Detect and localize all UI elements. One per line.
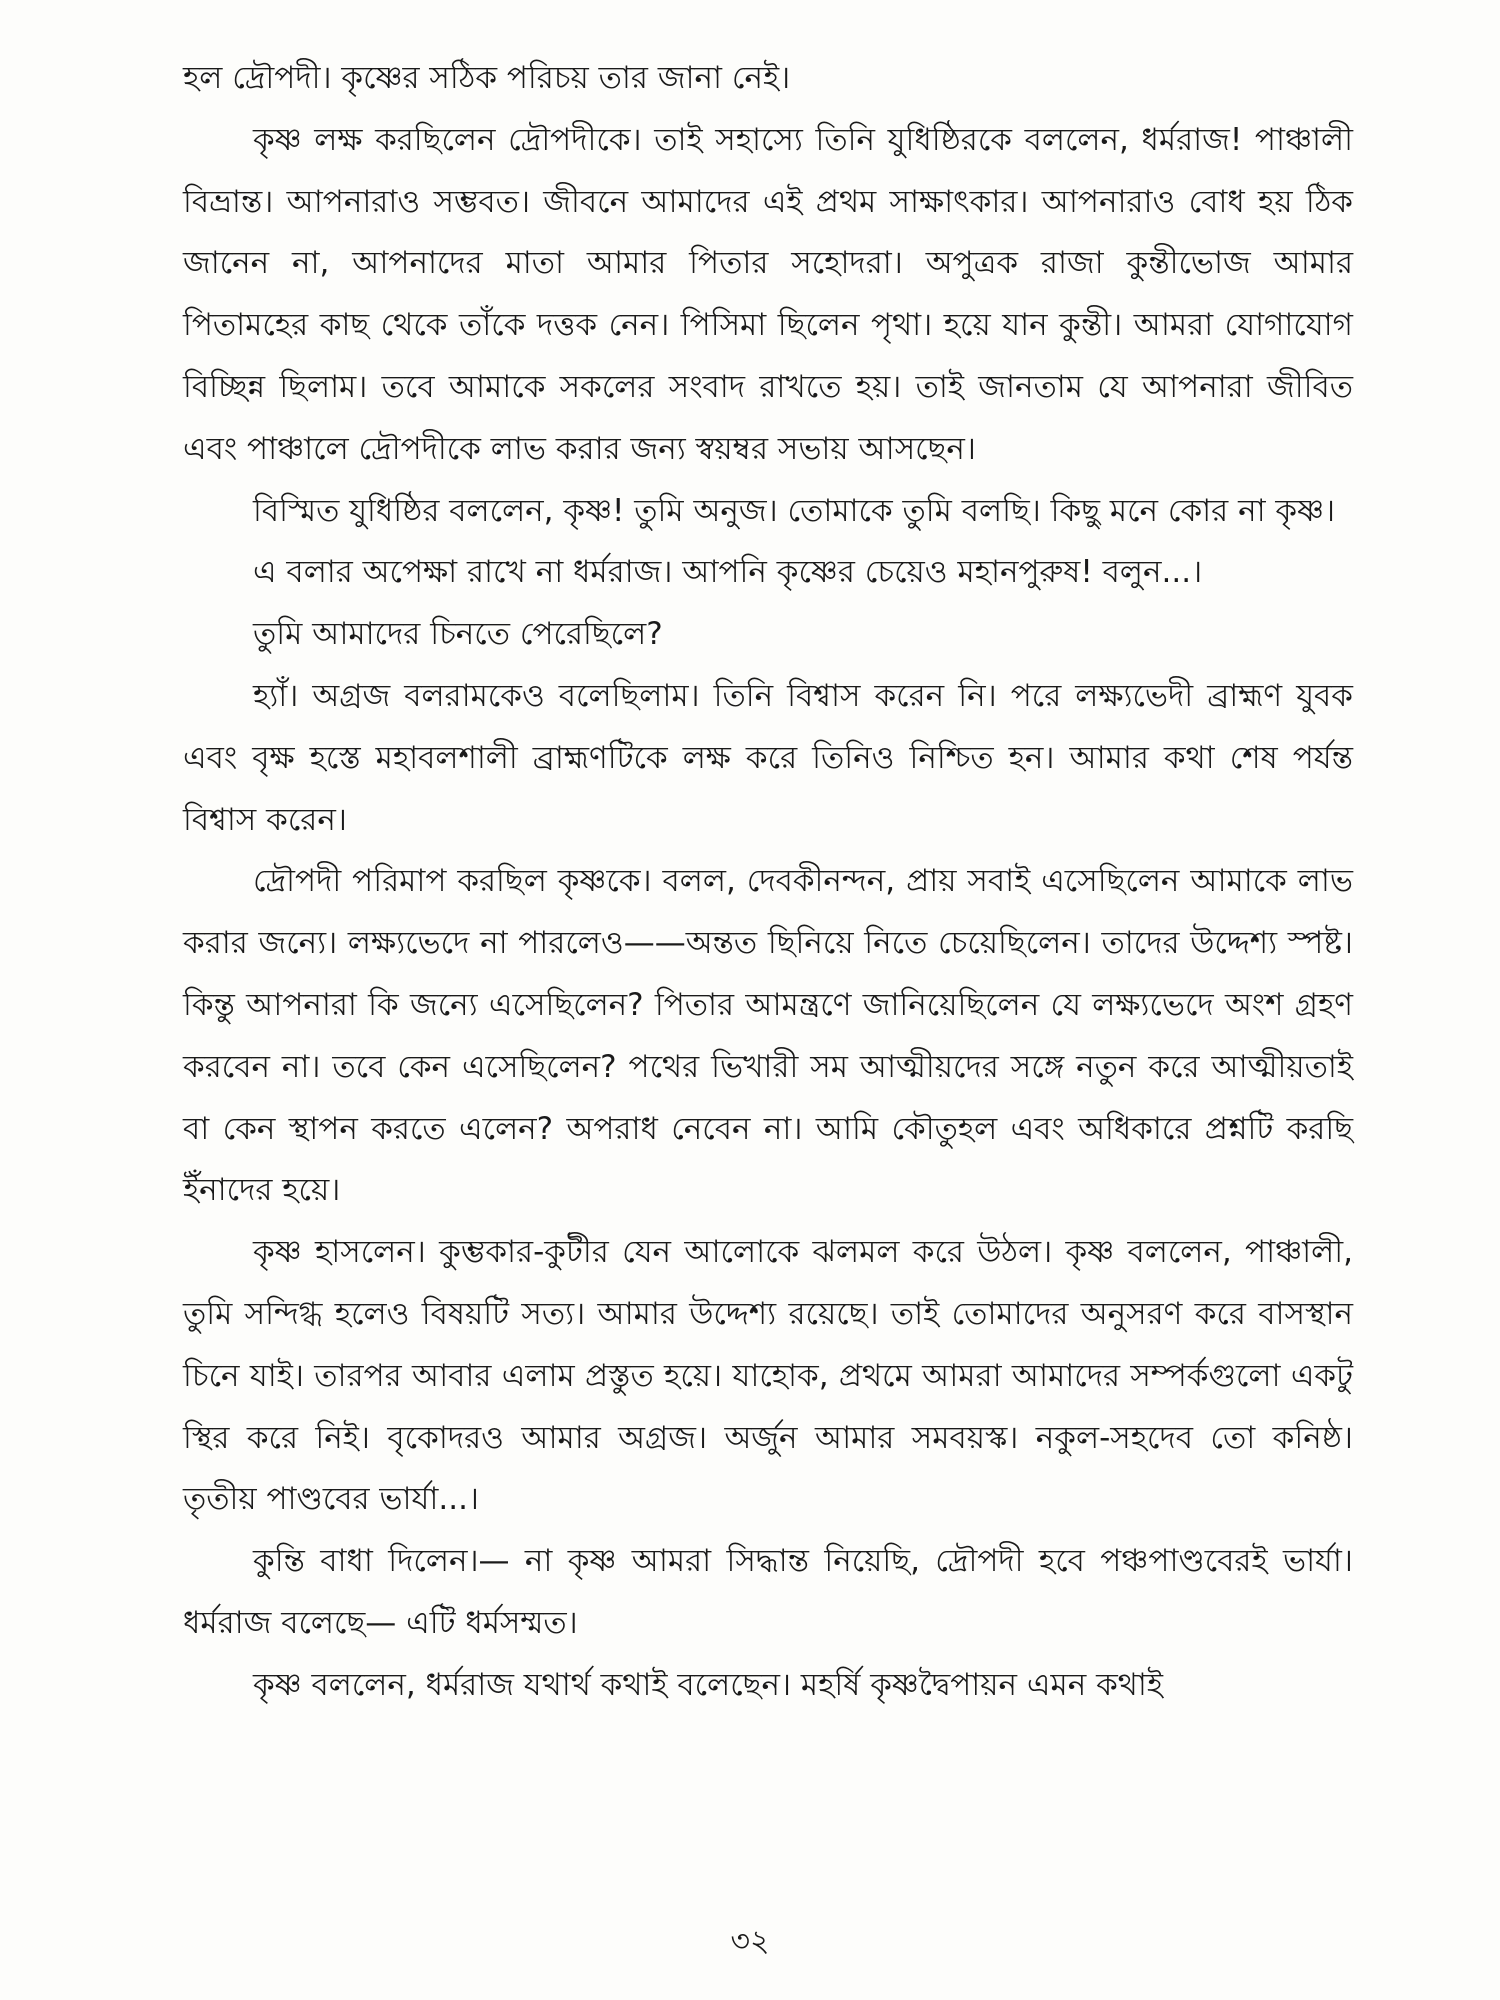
paragraph-7: দ্রৌপদী পরিমাপ করছিল কৃষ্ণকে। বলল, দেবকীনন্দন, প্রায় সবাই এসেছিলেন আমাকে লাভ করার জন্যে। লক্ষ্যভেদে না পারলেও——অন্তত ছিনিয়ে নিতে চেয়েছিলেন। তাদের উদ্দেশ্য স্পষ্ট। কিন্তু আপনারা কি জন্যে এসেছিলেন? পিতার আমন্ত্রণে জানিয়েছিলেন যে লক্ষ্যভেদে অংশ গ্রহণ করবেন না। তবে কেন এসেছিলেন? পথের ভিখারী সম আত্মীয়দের সঙ্গে নতুন করে আত্মীয়তাই বা কেন স্থাপন করতে এলেন? অপরাধ নেবেন না। আমি কৌতুহল এবং অধিকারে প্রশ্নটি করছি ইঁনাদের হয়ে। (183, 863, 1353, 1209)
body-text (183, 48, 1353, 1717)
paragraph-6: হ্যাঁ। অগ্রজ বলরামকেও বলেছিলাম। তিনি বিশ্বাস করেন নি। পরে লক্ষ্যভেদী ব্রাহ্মণ যুবক এবং বৃক্ষ হস্তে মহাবলশালী ব্রাহ্মণটিকে লক্ষ করে তিনিও নিশ্চিত হন। আমার কথা শেষ পর্যন্ত বিশ্বাস করেন। (183, 677, 1353, 838)
paragraph-5: তুমি আমাদের চিনতে পেরেছিলে? (253, 616, 663, 653)
paragraph-8: কৃষ্ণ হাসলেন। কুম্ভকার-কুটীর যেন আলোকে ঝলমল করে উঠল। কৃষ্ণ বললেন, পাঞ্চালী, তুমি সন্দিগ্ধ হলেও বিষয়টি সত্য। আমার উদ্দেশ্য রয়েছে। তাই তোমাদের অনুসরণ করে বাসস্থান চিনে যাই। তারপর আবার এলাম প্রস্তুত হয়ে। যাহোক, প্রথমে আমরা আমাদের সম্পর্কগুলো একটু স্থির করে নিই। বৃকোদরও আমার অগ্রজ। অর্জুন আমার সমবয়স্ক। নকুল-সহদেব তো কনিষ্ঠ। তৃতীয় পাণ্ডবের ভার্যা...। (183, 1234, 1353, 1518)
paragraph-10: কৃষ্ণ বললেন, ধর্মরাজ যথার্থ কথাই বলেছেন। মহর্ষি কৃষ্ণদ্বৈপায়ন এমন কথাই (253, 1666, 1163, 1703)
paragraph-4: এ বলার অপেক্ষা রাখে না ধর্মরাজ। আপনি কৃষ্ণের চেয়েও মহানপুরুষ! বলুন...। (253, 554, 1203, 591)
paragraph-9: কুন্তি বাধা দিলেন।— না কৃষ্ণ আমরা সিদ্ধান্ত নিয়েছি, দ্রৌপদী হবে পঞ্চপাণ্ডবেরই ভার্যা। ধর্মরাজ বলেছে— এটি ধর্মসম্মত। (183, 1543, 1353, 1641)
page-number: ৩২ (730, 1924, 770, 1959)
paragraph-1: হল দ্রৌপদী। কৃষ্ণের সঠিক পরিচয় তার জানা নেই। (183, 60, 791, 96)
paragraph-3: বিস্মিত যুধিষ্ঠির বললেন, কৃষ্ণ! তুমি অনুজ। তোমাকে তুমি বলছি। কিছু মনে কোর না কৃষ্ণ। (253, 492, 1336, 529)
paragraph-2: কৃষ্ণ লক্ষ করছিলেন দ্রৌপদীকে। তাই সহাস্যে তিনি যুধিষ্ঠিরকে বললেন, ধর্মরাজ! পাঞ্চালী বিভ্রান্ত। আপনারাও সম্ভবত। জীবনে আমাদের এই প্রথম সাক্ষাৎকার। আপনারাও বোধ হয় ঠিক জানেন না, আপনাদের মাতা আমার পিতার সহোদরা। অপুত্রক রাজা কুন্তীভোজ আমার পিতামহের কাছ থেকে তাঁকে দত্তক নেন। পিসিমা ছিলেন পৃথা। হয়ে যান কুন্তী। আমরা যোগাযোগ বিচ্ছিন্ন ছিলাম। তবে আমাকে সকলের সংবাদ রাখতে হয়। তাই জানতাম যে আপনারা জীবিত এবং পাঞ্চালে দ্রৌপদীকে লাভ করার জন্য স্বয়ম্বর সভায় আসছেন। (183, 121, 1353, 467)
